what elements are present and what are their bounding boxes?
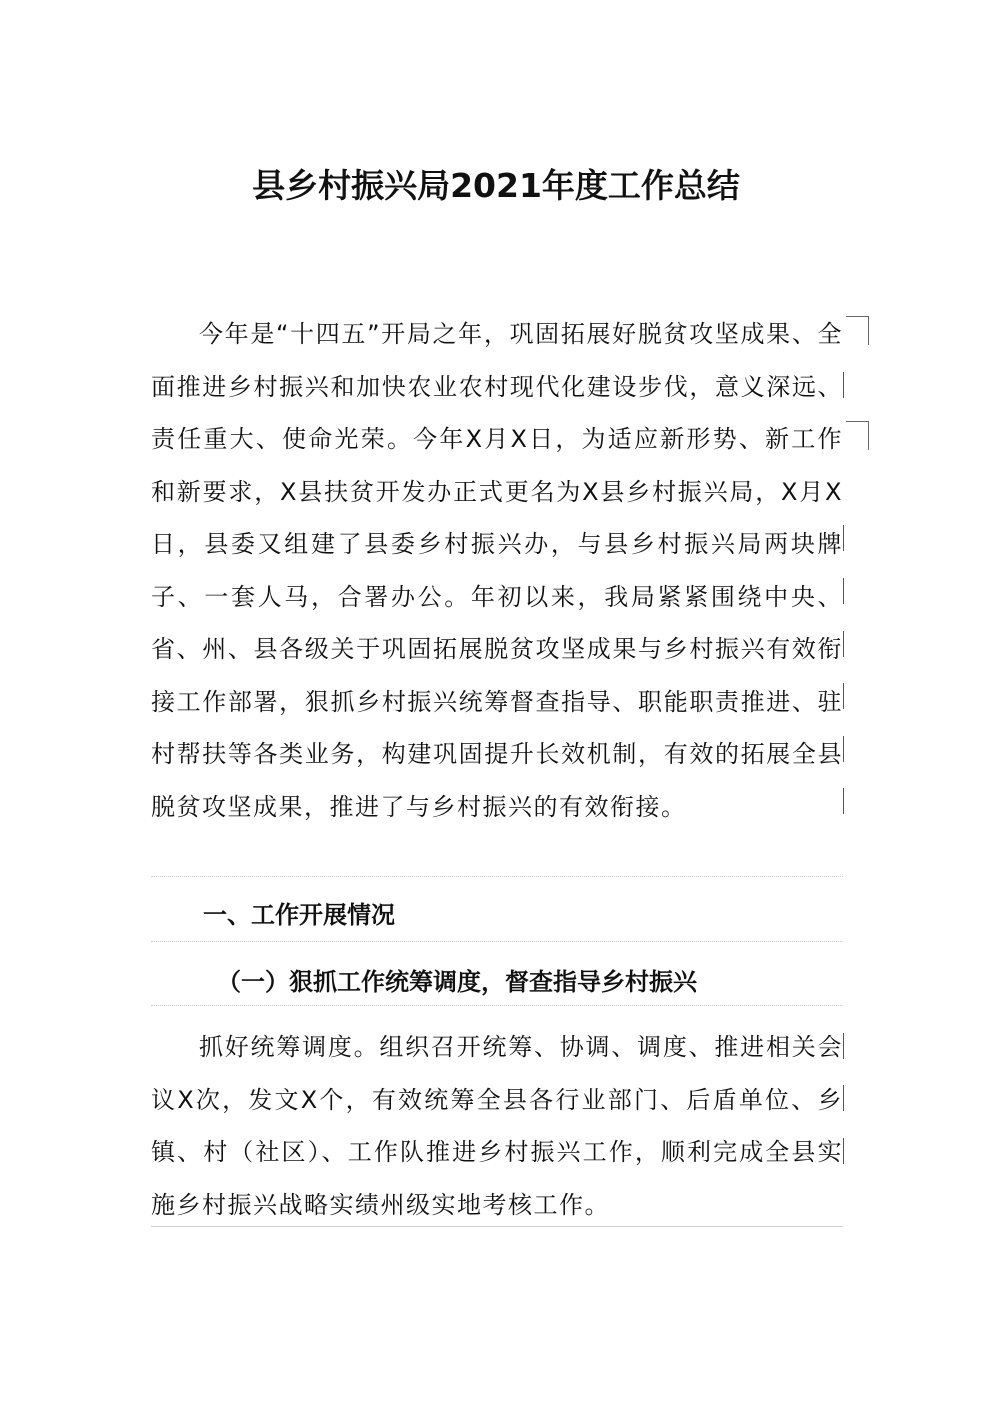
margin-line-mark [843, 1033, 844, 1059]
margin-line-mark [843, 372, 844, 398]
margin-line-mark [843, 578, 844, 604]
margin-line-mark [843, 631, 844, 657]
section-heading: 一、工作开展情况 [203, 901, 395, 929]
paragraph-divider [151, 1005, 843, 1006]
margin-line-mark [843, 788, 844, 814]
margin-corner-mark [846, 421, 869, 450]
margin-line-mark [843, 1085, 844, 1111]
margin-line-mark [843, 683, 844, 709]
intro-paragraph: 今年是“十四五”开局之年，巩固拓展好脱贫攻坚成果、全面推进乡村振兴和加快农业农村现代化建设步伐，意义深远、责任重大、使命光荣。今年X月X日，为适应新形势、新工作和新要求，X县扶贫开发办正式更名为X县乡村振兴局，X月X日，县委又组建了县委乡村振兴办，与县乡村振兴局两块牌子、一套人马，合署办公。年初以来，我局紧紧围绕中央、省、州、县各级关于巩固拓展脱贫攻坚成果与乡村振兴有效衔接工作部署，狠抓乡村振兴统筹督查指导、职能职责推进、驻村帮扶等各类业务，构建巩固提升长效机制，有效的拓展全县脱贫攻坚成果，推进了与乡村振兴的有效衔接。 [151, 320, 843, 821]
paragraph-divider [151, 876, 843, 877]
margin-line-mark [843, 736, 844, 762]
margin-corner-mark [846, 316, 869, 345]
margin-line-mark [843, 1138, 844, 1164]
paragraph-divider [151, 1226, 843, 1227]
document-title: 县乡村振兴局2021年度工作总结 [252, 166, 740, 205]
margin-line-mark [843, 525, 844, 551]
subsection-heading: （一）狠抓工作统筹调度，督查指导乡村振兴 [217, 968, 697, 996]
section-paragraph: 抓好统筹调度。组织召开统筹、协调、调度、推进相关会议X次，发文X个，有效统筹全县各行业部门、后盾单位、乡镇、村（社区）、工作队推进乡村振兴工作，顺利完成全县实施乡村振兴战略实绩州级实地考核工作。 [151, 1033, 843, 1219]
paragraph-divider [151, 941, 843, 942]
